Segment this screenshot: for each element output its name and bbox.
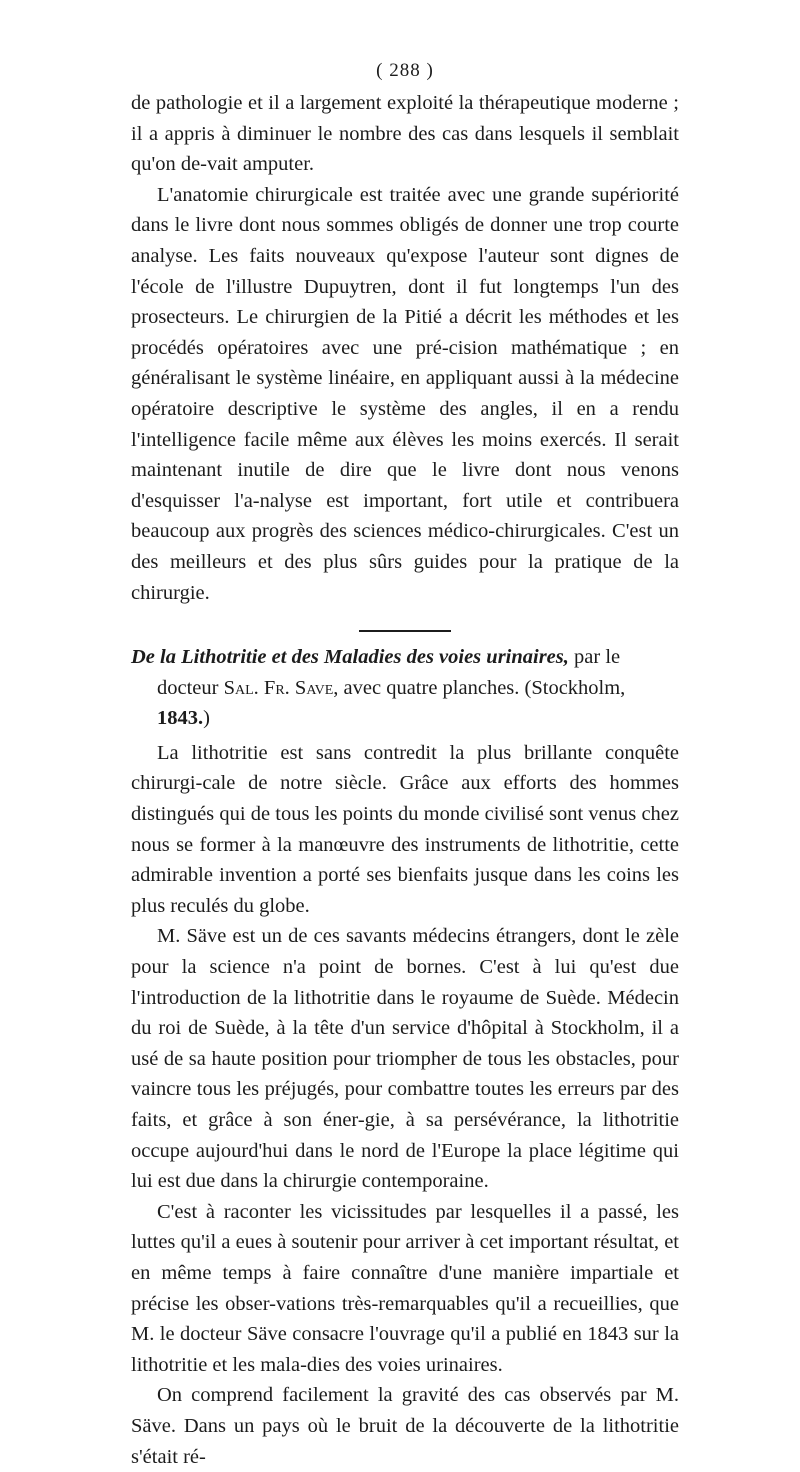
section-close: ) [203, 707, 210, 730]
paragraph-save: M. Säve est un de ces savants médecins étrangers, dont le zèle pour la science n'a point de bornes. C'est à lui qu'est due l'introduction de la lithotritie dans le royaume de Suède. Médecin du roi de Suède, à la tête d'un service d'hôpital à Stockholm, il a usé de sa haute position pour triompher de tous les obstacles, pour vaincre tous les préjugés, pour combattre toutes les erreurs par des faits, et grâce à son éner-gie, à sa persévérance, la lithotritie occupe aujourd'hui dans le nord de l'Europe la place légitime qui lui est due dans la chirurgie contemporaine. [131, 925, 679, 1193]
page-number: ( 288 ) [376, 60, 434, 81]
section-divider [359, 630, 451, 632]
section-author-line [131, 673, 679, 734]
section-heading [131, 642, 679, 734]
publication-year: 1843. [157, 707, 204, 730]
book-page [131, 58, 679, 1468]
author-name: Sal. Fr. Save [223, 676, 334, 699]
author-prefix: docteur [157, 676, 224, 699]
author-suffix: , avec quatre planches. (Stockholm, [333, 676, 626, 699]
paragraph-anatomy: L'anatomie chirurgicale est traitée avec une grande supériorité dans le livre dont nous sommes obligés de donner une trop courte analyse. Les faits nouveaux qu'expose l'auteur sont dignes de l'école de l'illustre Dupuytren, dont il fut longtemps l'un des prosecteurs. Le chirurgien de la Pitié a décrit les méthodes et les procédés opératoires avec une pré-cision mathématique ; en généralisant le système linéaire, en appliquant aussi à la médecine opératoire descriptive le système des angles, il en a rendu l'intelligence facile même aux élèves les moins exercés. Il serait maintenant inutile de dire que le livre dont nous venons d'esquisser l'a-nalyse est important, fort utile et contribuera beaucoup aux progrès des sciences médico-chirurgicales. C'est un des meilleurs et des plus sûrs guides pour la pratique de la chirurgie. [131, 183, 679, 604]
section-by: par le [568, 646, 621, 669]
paragraph-raconter: C'est à raconter les vicissitudes par lesquelles il a passé, les luttes qu'il a eues à soutenir pour arriver à cet important résultat, et en même temps à faire connaître d'une manière impartiale et précise les obser-vations très-remarquables qu'il a recueillies, que M. le docteur Säve consacre l'ouvrage qu'il a publié en 1843 sur la lithotritie et les mala-dies des voies urinaires. [131, 1200, 679, 1376]
section-title: De la Lithotritie et des Maladies des voies urinaires, [131, 646, 569, 669]
paragraph-gravite: On comprend facilement la gravité des cas observés par M. Säve. Dans un pays où le bruit de la découverte de la lithotritie s'était ré- [131, 1384, 679, 1468]
paragraph-continuation: de pathologie et il a largement exploité la thérapeutique moderne ; il a appris à diminuer le nombre des cas dans lesquels il semblait qu'on de-vait amputer. [131, 92, 679, 176]
paragraph-lithotritie: La lithotritie est sans contredit la plus brillante conquête chirurgi-cale de notre siècle. Grâce aux efforts des hommes distingués qui de tous les points du monde civilisé sont venus chez nous se former à la manœuvre des instruments de lithotritie, cette admirable invention a porté ses bienfaits jusque dans les coins les plus reculés du globe. [131, 741, 679, 917]
